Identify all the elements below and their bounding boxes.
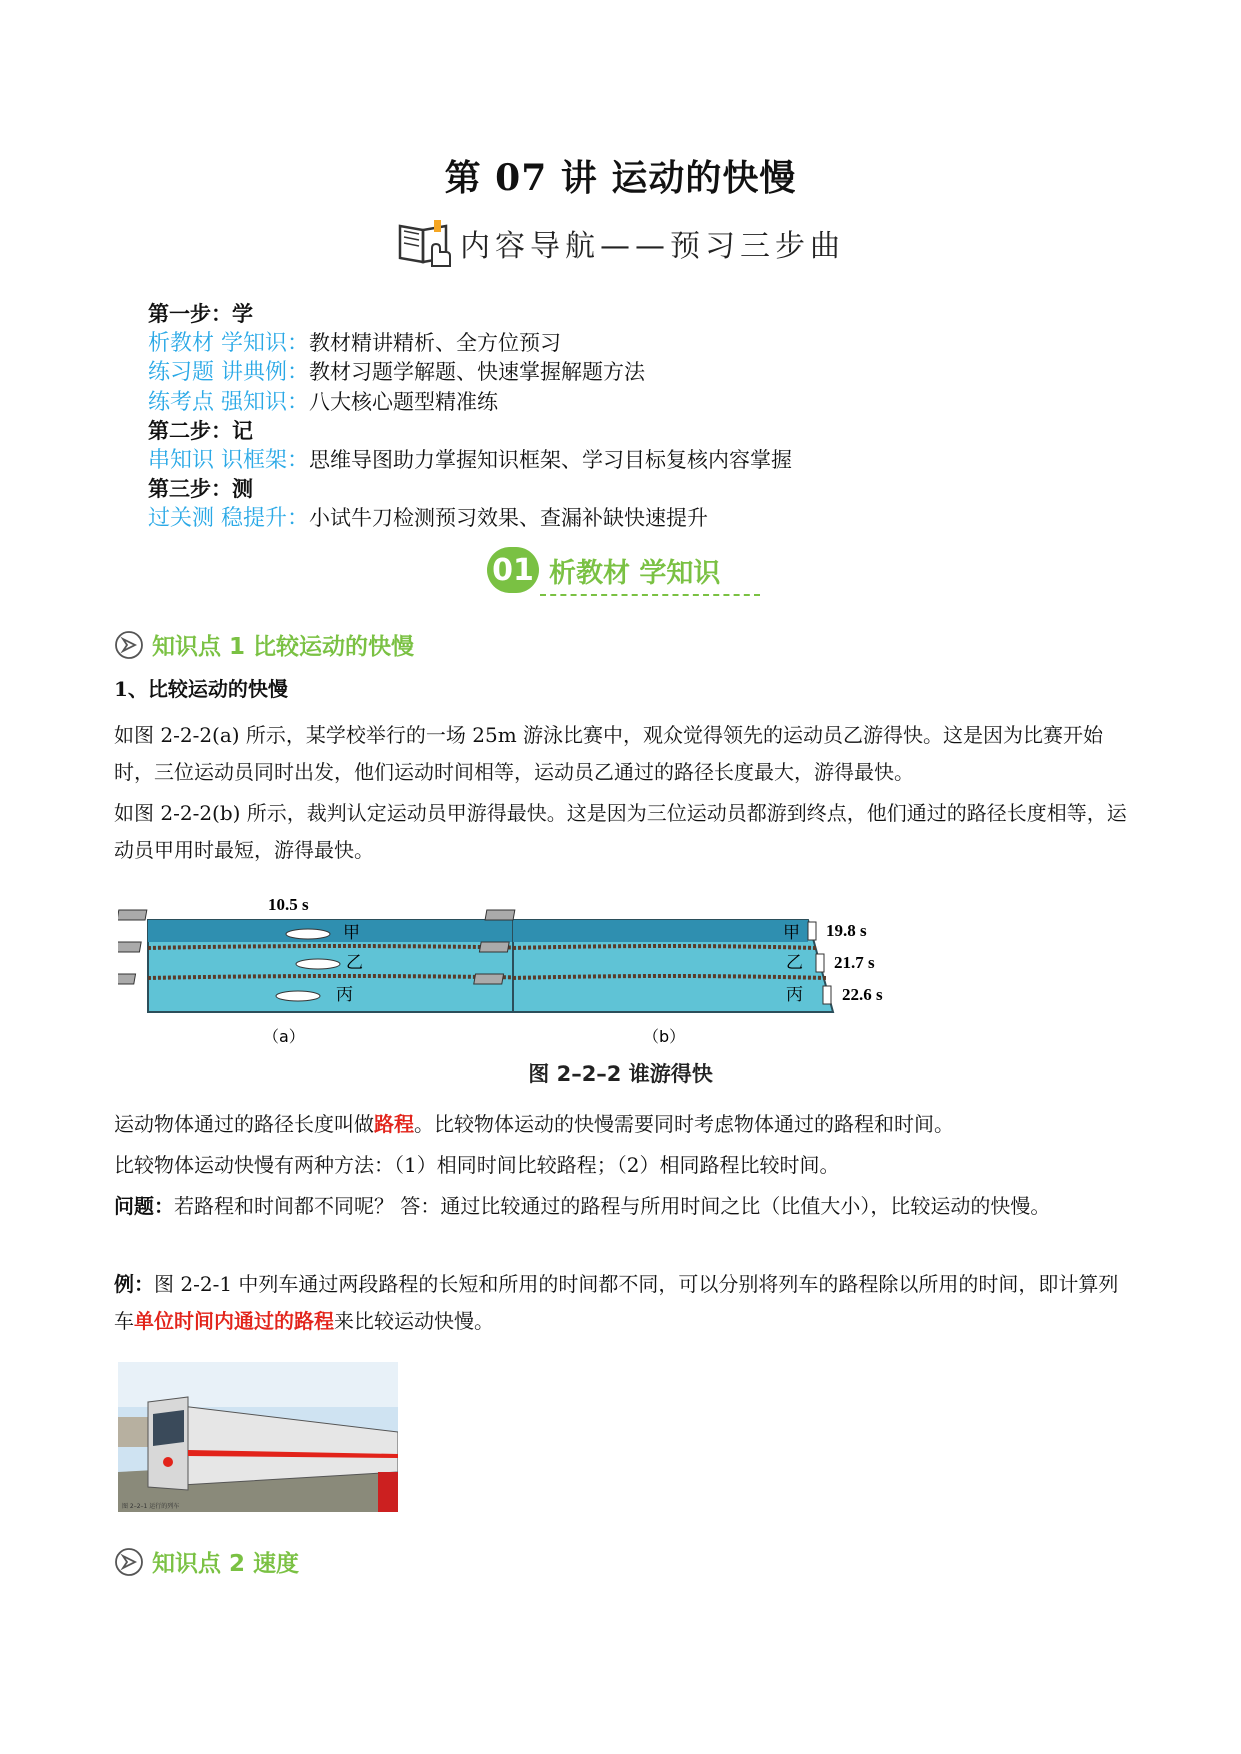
text: 。比较物体运动的快慢需要同时考虑物体通过的路程和时间。 — [414, 1112, 954, 1136]
time-b-jia: 19.8 s — [826, 921, 867, 940]
subheading: 1、比较运动的快慢 — [114, 677, 288, 701]
section-divider — [540, 594, 760, 596]
bold-lead: 例： — [114, 1272, 154, 1296]
lane-label-a-bing: 丙 — [336, 985, 353, 1005]
lane-label-b-bing: 丙 — [786, 985, 803, 1005]
swimmer-bing-finish — [823, 986, 831, 1004]
step-desc: 小试牛刀检测预习效果、查漏补缺快速提升 — [309, 505, 708, 530]
swimmer-yi-finish — [816, 954, 824, 972]
step-key: 析教材 学知识： — [148, 330, 309, 356]
knowledge-point-2-heading — [114, 1545, 299, 1578]
step-key: 过关测 稳提升： — [148, 505, 309, 531]
section-label: 析教材 学知识 — [549, 557, 721, 589]
highlight: 路程 — [374, 1112, 414, 1136]
paragraph: 如图 2-2-2(a) 所示，某学校举行的一场 25m 游泳比赛中，观众觉得领先的运动员乙游得快。这是因为比赛开始时，三位运动员同时出发，他们运动时间相等，运动员乙通过的路径长度最大，游得最快。 — [114, 723, 1104, 784]
nav-banner — [0, 218, 1241, 268]
lane-label-a-yi: 乙 — [346, 953, 363, 973]
text: 运动物体通过的路径长度叫做 — [114, 1112, 374, 1136]
step-key: 练考点 强知识： — [148, 389, 309, 415]
figure-caption: 图 2–2–2 谁游得快 — [528, 1062, 713, 1086]
step-line — [148, 388, 792, 418]
label-b: （b） — [643, 1027, 686, 1046]
book-hand-icon — [396, 218, 454, 268]
train-photo — [118, 1362, 398, 1512]
step-desc: 教材习题学解题、快速掌握解题方法 — [309, 360, 645, 384]
bold-lead: 问题： — [114, 1194, 174, 1218]
page-title: 第 07 讲 运动的快慢 — [444, 157, 797, 199]
pool-b — [474, 910, 883, 1046]
step-desc: 思维导图助力掌握知识框架、学习目标复核内容掌握 — [309, 447, 792, 472]
step-desc: 教材精讲精析、全方位预习 — [309, 330, 561, 355]
step-key: 练习题 讲典例： — [148, 360, 309, 385]
time-b-yi: 21.7 s — [834, 953, 875, 972]
lane-label-b-yi: 乙 — [786, 953, 803, 973]
knowledge-point-2-label: 知识点 2 速度 — [152, 1551, 300, 1577]
steps-list — [148, 300, 792, 533]
paragraph — [114, 1266, 1134, 1340]
lane-label-a-jia: 甲 — [343, 923, 360, 943]
train-caption: 图 2–2–1 运行的列车 — [122, 1503, 180, 1510]
time-a: 10.5 s — [268, 895, 309, 914]
step-line — [148, 329, 792, 359]
text: 来比较运动快慢。 — [334, 1309, 494, 1333]
section-number: 01 — [487, 547, 539, 593]
swimmer-jia-finish — [808, 922, 816, 940]
lane-label-b-jia: 甲 — [783, 923, 800, 943]
paragraph — [114, 1188, 1134, 1225]
highlight: 单位时间内通过的路程 — [134, 1309, 334, 1333]
paragraph — [114, 1106, 1134, 1143]
step-line — [148, 504, 792, 534]
text: 图 2-2-1 中列车通过两段路程的长短和所用的时间都不同，可以分别将列车的路程除以所用的时间，即计算列车 — [114, 1272, 1119, 1333]
text: 若路程和时间都不同呢？ 答：通过比较通过的路程与所用时间之比（比值大小），比较运动的快慢。 — [174, 1194, 1051, 1218]
label-a: （a） — [263, 1027, 305, 1046]
section-badge — [487, 547, 720, 593]
swimmer-yi — [296, 959, 340, 969]
swimmer-bing — [276, 991, 320, 1001]
step-heading: 第三步：测 — [148, 476, 253, 501]
paragraph: 如图 2-2-2(b) 所示，裁判认定运动员甲游得最快。这是因为三位运动员都游到终点，他们通过的路径长度相等，运动员甲用时最短，游得最快。 — [114, 801, 1127, 862]
step-heading: 第二步：记 — [148, 418, 253, 443]
step-desc: 八大核心题型精准练 — [309, 389, 498, 414]
step-line — [148, 446, 792, 476]
knowledge-point-1-heading — [114, 628, 414, 661]
swimming-figure — [118, 892, 998, 1082]
step-key: 串知识 识框架： — [148, 447, 309, 473]
knowledge-point-1-label: 知识点 1 比较运动的快慢 — [152, 634, 415, 660]
step-heading: 第一步：学 — [148, 301, 253, 326]
arrow-circle-icon — [114, 630, 144, 660]
step-line — [148, 358, 792, 388]
nav-title: 内容导航——预习三步曲 — [460, 229, 845, 264]
paragraph: 比较物体运动快慢有两种方法：（1）相同时间比较路程；（2）相同路程比较时间。 — [114, 1153, 840, 1177]
swimmer-jia — [286, 929, 330, 939]
time-b-bing: 22.6 s — [842, 985, 883, 1004]
arrow-circle-icon — [114, 1547, 144, 1577]
